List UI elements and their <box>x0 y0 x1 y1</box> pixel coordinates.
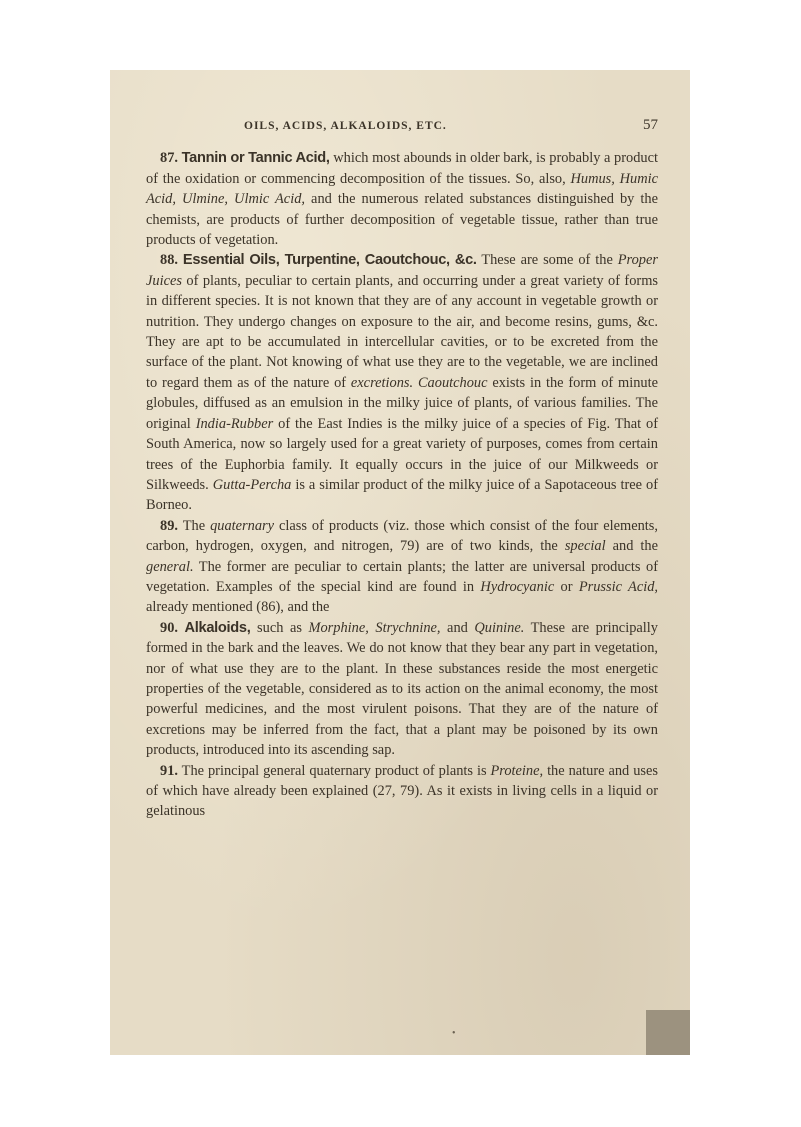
italic-term: Morphine, Strychnine, <box>308 619 441 636</box>
footer-mark: • <box>452 1028 456 1039</box>
text-run: of plants, peculiar to certain plants, and occurring under a great variety of forms in different species. It is not known that they are of any account in vegetable growth or nutrition. They undergo changes on exposure to the air, and become resins, gums, &c. They are apt to be accumulated in intercellular cavities, or to be excreted from the surface of the plant. Not knowing of what use they are to the vegetable, we are inclined to regard them as of the nature of <box>146 272 658 391</box>
text-run: or <box>554 578 579 595</box>
paragraph-91 <box>146 761 658 822</box>
italic-term: Prussic Acid, <box>578 578 658 595</box>
text-run: the nature and uses of which have already been explained (27, 79). As it exists in living cells in a liquid or gelatinous <box>146 762 658 820</box>
text-run: and <box>440 619 475 636</box>
scanned-page <box>110 70 690 1055</box>
italic-term: Caoutchouc <box>417 374 488 391</box>
text-run: The principal general quaternary product of plants is <box>178 762 491 779</box>
italic-term: Proper Juices <box>146 252 658 289</box>
paragraph-90 <box>146 618 658 761</box>
text-run: These are principally formed in the bark and the leaves. We do not know that they bear any part in vegetation, nor of what use they are to the plant. In these substances reside the most energetic properties of the vegetable, considered as to its action on the animal economy, the most powerful medicines, and the most virulent poisons. That they are of the nature of excretions may be inferred from the fact, that a plant may be poisoned by its own products, introduced into its ascending sap. <box>146 619 658 759</box>
section-title: Alkaloids, <box>184 619 251 636</box>
text-run: and the <box>605 538 658 555</box>
section-number: 90. <box>160 619 178 636</box>
text-run: The <box>178 517 211 534</box>
italic-term: special <box>564 538 606 555</box>
section-title: Tannin or Tannic Acid, <box>181 150 330 167</box>
page-body <box>146 115 658 822</box>
italic-term: Proteine, <box>490 762 544 779</box>
paragraph-88 <box>146 250 658 515</box>
text-run: already mentioned (86), and the <box>146 599 330 616</box>
italic-term: Gutta-Percha <box>212 476 292 493</box>
paragraph-89 <box>146 516 658 618</box>
scan-edge-tab <box>646 1010 690 1055</box>
italic-term: excretions. <box>350 374 414 391</box>
text-run: of the East Indies is the milky juice of a species of Fig. That of South America, now so largely used for a great variety of purposes, comes from certain trees of the Euphorbia family. It equally occurs in the juice of our Milkweeds or Silkweeds. <box>146 415 659 493</box>
page-header <box>146 115 658 136</box>
italic-term: quaternary <box>210 517 275 534</box>
italic-term: Hydrocyanic <box>480 578 555 595</box>
text-run: is a similar product of the milky juice of a Sapotaceous tree of Borneo. <box>146 476 659 514</box>
section-title: Essential Oils, Turpentine, Caoutchouc, &c. <box>182 252 477 269</box>
italic-term: Quinine. <box>474 619 525 636</box>
italic-term: general. <box>146 558 194 575</box>
text-run: which most abounds in older bark, is probably a product of the oxidation or commencing decomposition of the tissues. So, also, <box>146 150 658 187</box>
section-number: 91. <box>160 762 178 779</box>
paragraph-87 <box>146 148 658 250</box>
text-run: exists in the form of minute globules, diffused as an emulsion in the milky juice of plants, of various families. The original <box>146 374 658 432</box>
text-run: and the numerous related substances distinguished by the chemists, are products of further decomposition of vegetable tissue, rather than true products of vegetation. <box>146 191 659 249</box>
page-number: 57 <box>643 117 658 133</box>
section-number: 88. <box>160 252 178 269</box>
italic-term: Humus, Humic Acid, Ulmine, Ulmic Acid, <box>146 170 659 208</box>
text-body <box>146 148 658 821</box>
section-number: 89. <box>160 517 178 534</box>
text-run: class of products (viz. those which consist of the four elements, carbon, hydrogen, oxygen, and nitrogen, 79) are of two kinds, the <box>146 517 658 555</box>
text-run: The former are peculiar to certain plants; the latter are universal products of vegetation. Examples of the special kind are found in <box>146 558 658 595</box>
section-number: 87. <box>160 150 178 167</box>
italic-term: India-Rubber <box>195 415 274 432</box>
text-run: These are some of the <box>476 252 618 269</box>
running-head: OILS, ACIDS, ALKALOIDS, ETC. <box>244 120 447 132</box>
text-run: such as <box>250 619 309 636</box>
